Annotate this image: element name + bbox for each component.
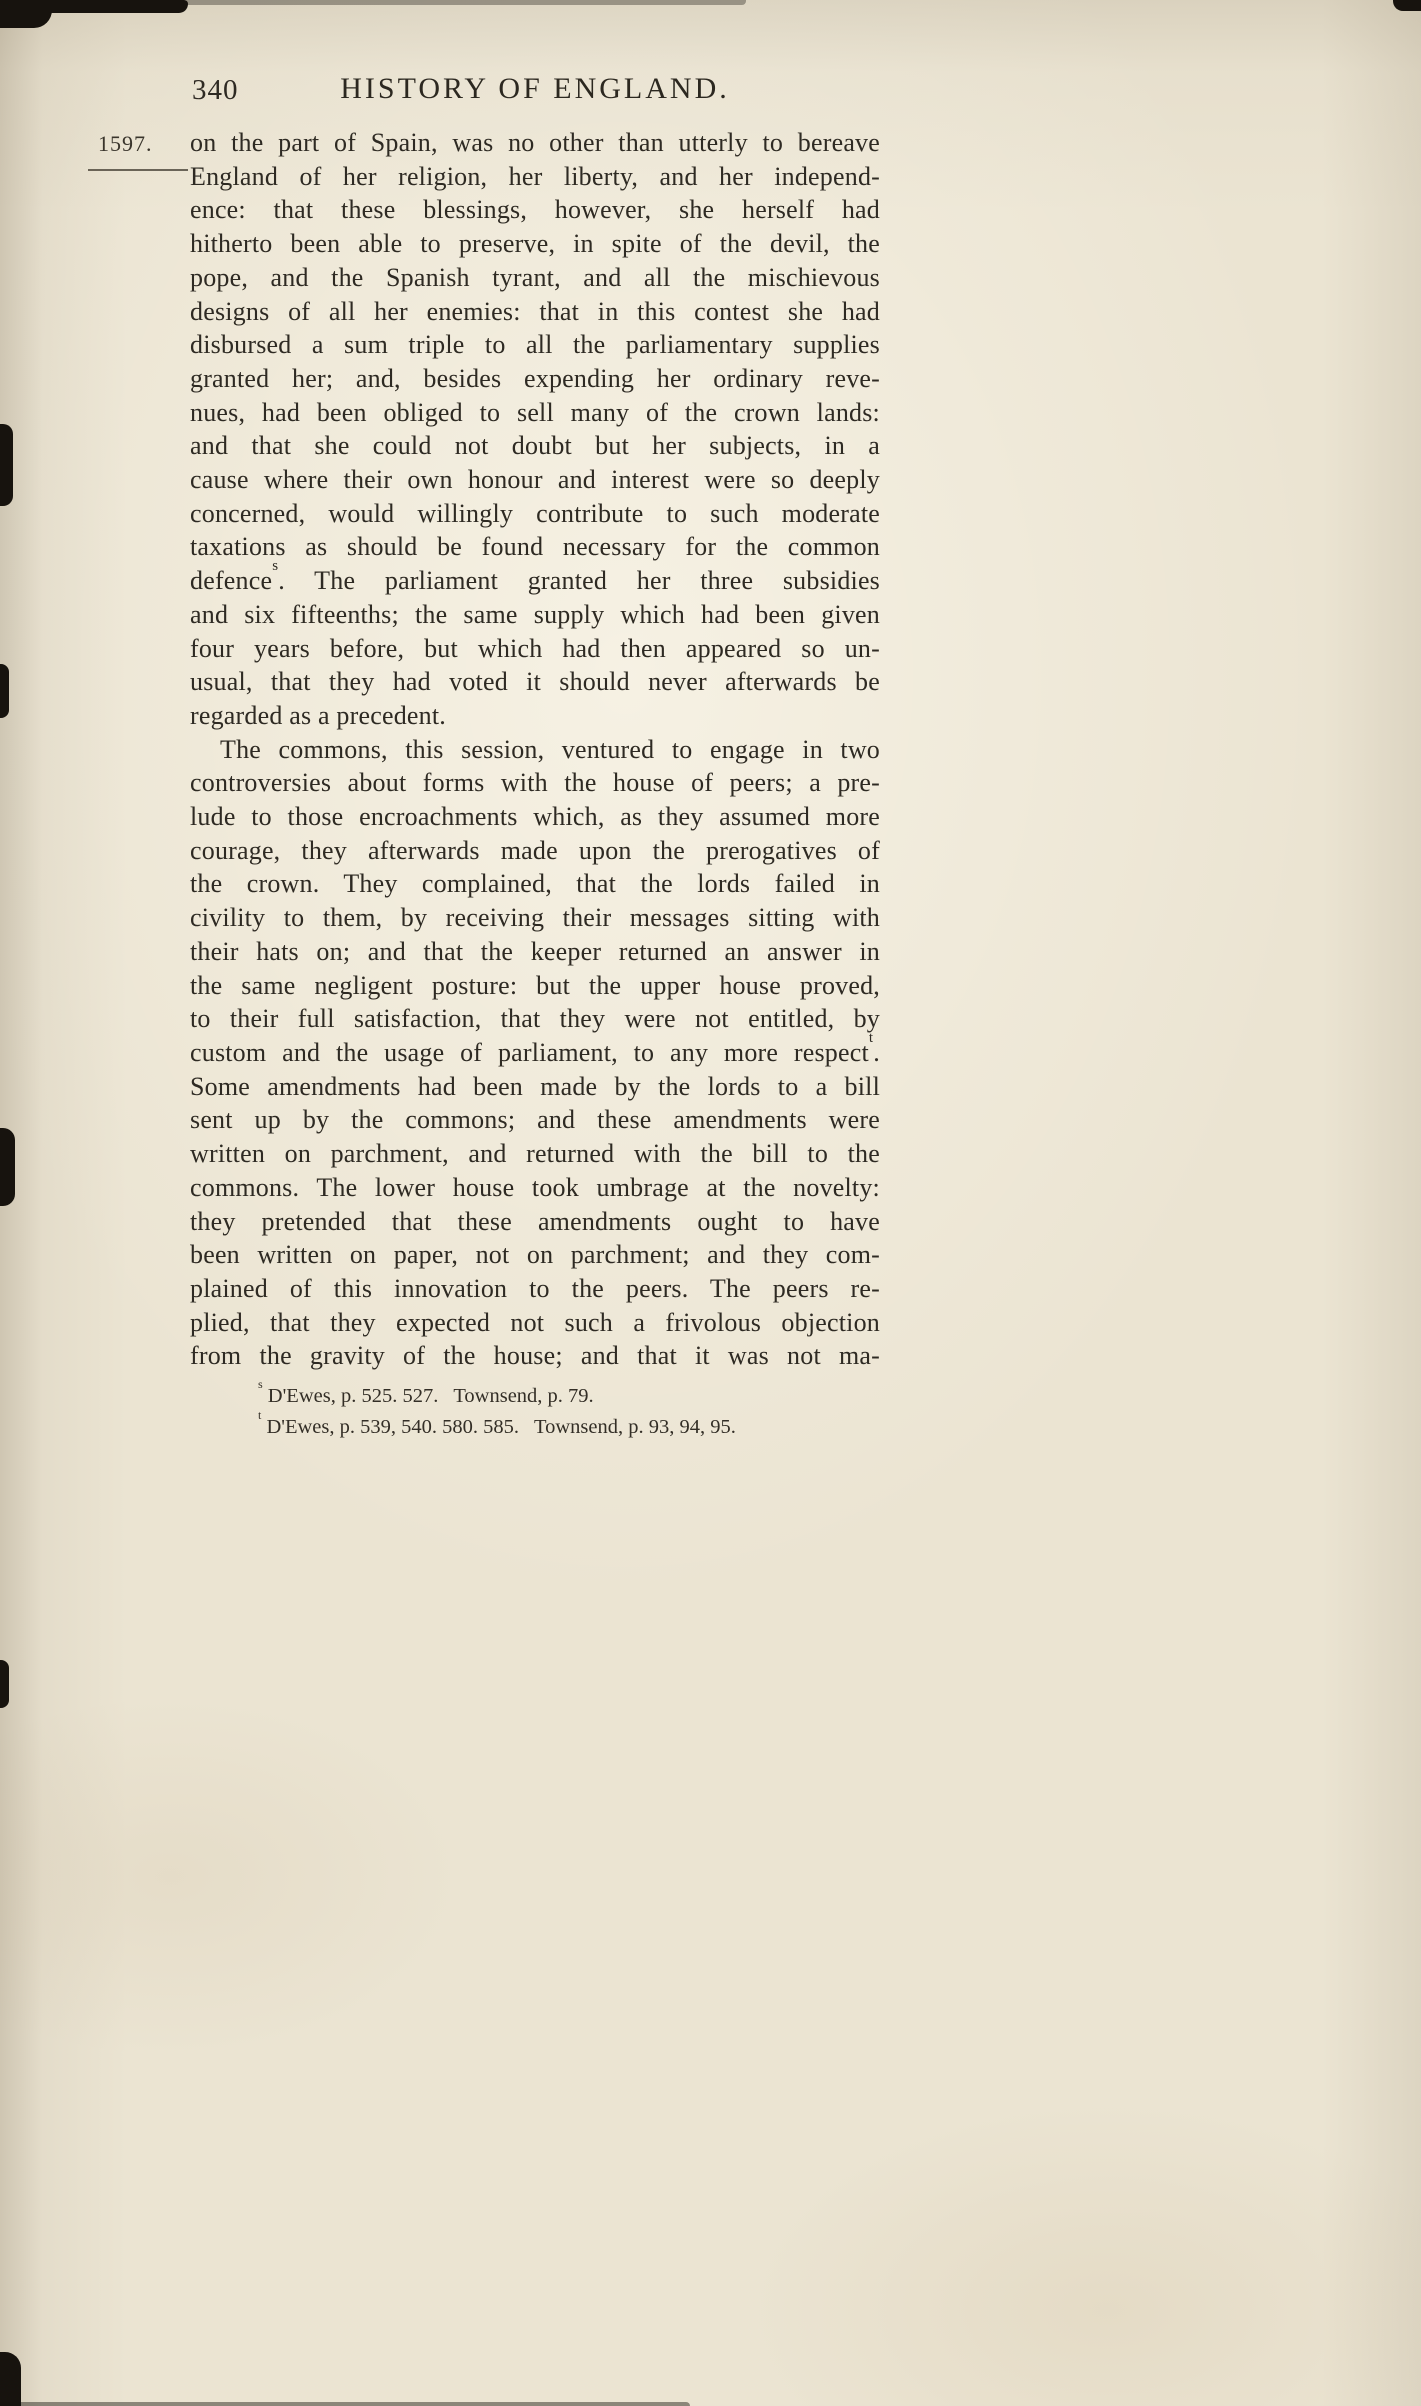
scan-artifact-top-right-corner bbox=[1393, 0, 1421, 11]
text-line: from the gravity of the house; and that it was not ma- bbox=[190, 1341, 880, 1371]
text-line: plied, that they expected not such a frivolous objection bbox=[190, 1307, 880, 1337]
scan-artifact-top-left-corner bbox=[0, 0, 52, 28]
text-line: the crown. They complained, that the lords failed in bbox=[190, 869, 880, 899]
text-line: the same negligent posture: but the upper house proved, bbox=[190, 970, 880, 1000]
text-line: custom and the usage of parliament, to any more respect$^t$. bbox=[190, 1030, 880, 1067]
text-line: nues, had been obliged to sell many of the crown lands: bbox=[190, 397, 880, 427]
text-line: on the part of Spain, was no other than utterly to bereave bbox=[190, 128, 880, 157]
text-line: defence$^s$. The parliament granted her three subsidies bbox=[190, 558, 880, 596]
page-number: 340 bbox=[192, 74, 239, 106]
text-line: pope, and the Spanish tyrant, and all the mischievous bbox=[190, 262, 880, 292]
margin-rule bbox=[88, 169, 188, 171]
footnote: $^s$ D'Ewes, p. 525. 527. Townsend, p. 79. bbox=[258, 1377, 594, 1407]
scan-artifact-top-line bbox=[186, 0, 746, 5]
footnote-marker: t bbox=[258, 1407, 262, 1422]
footnote: $^t$ D'Ewes, p. 539, 540. 580. 585. Townsend, p. 93, 94, 95. bbox=[258, 1407, 736, 1438]
text-line: England of her religion, her liberty, and her independ- bbox=[190, 161, 880, 191]
scan-artifact-left-edge bbox=[0, 424, 13, 506]
text-line: they pretended that these amendments ought to have bbox=[190, 1206, 880, 1236]
text-line: taxations as should be found necessary for the common bbox=[190, 532, 880, 562]
text-line: disbursed a sum triple to all the parliamentary supplies bbox=[190, 330, 880, 360]
footnote-marker: s bbox=[258, 1377, 263, 1392]
margin-year bbox=[98, 131, 153, 157]
footnote-marker: t bbox=[868, 1030, 874, 1047]
text-line: controversies about forms with the house of peers; a pre- bbox=[190, 768, 880, 798]
text-line: to their full satisfaction, that they were not entitled, by bbox=[190, 1004, 880, 1034]
text-line: commons. The lower house took umbrage at the novelty: bbox=[190, 1172, 880, 1202]
text-line: been written on paper, not on parchment; and they com- bbox=[190, 1240, 880, 1270]
page-header bbox=[190, 72, 880, 108]
text-line: lude to those encroachments which, as they assumed more bbox=[190, 802, 880, 832]
footnote-marker: s bbox=[272, 558, 279, 575]
text-line: plained of this innovation to the peers. The peers re- bbox=[190, 1273, 880, 1303]
text-line: regarded as a precedent. bbox=[190, 700, 446, 730]
text-line: ence: that these blessings, however, she herself had bbox=[190, 195, 880, 225]
text-line: sent up by the commons; and these amendments were bbox=[190, 1105, 880, 1135]
text-line: written on parchment, and returned with the bill to the bbox=[190, 1139, 880, 1169]
margin-year-text: 1597. bbox=[98, 131, 153, 156]
body-text bbox=[190, 126, 880, 1373]
text-line: and six fifteenths; the same supply which had been given bbox=[190, 599, 880, 629]
text-line: designs of all her enemies: that in this contest she had bbox=[190, 296, 880, 326]
text-line: their hats on; and that the keeper returned an answer in bbox=[190, 936, 880, 966]
text-line: hitherto been able to preserve, in spite of the devil, the bbox=[190, 229, 880, 259]
text-line: usual, that they had voted it should never afterwards be bbox=[190, 667, 880, 697]
text-line: Some amendments had been made by the lords to a bill bbox=[190, 1071, 880, 1101]
text-line: cause where their own honour and interest were so deeply bbox=[190, 465, 880, 495]
scan-artifact-left-edge bbox=[0, 1128, 15, 1206]
scan-artifact-left-edge bbox=[0, 664, 9, 718]
scan-artifact-left-edge bbox=[0, 1660, 9, 1708]
footnotes bbox=[258, 1377, 978, 1442]
scan-artifact-bottom-left-corner bbox=[0, 2352, 21, 2406]
text-line: courage, they afterwards made upon the prerogatives of bbox=[190, 835, 880, 865]
text-line: civility to them, by receiving their messages sitting with bbox=[190, 903, 880, 933]
scan-artifact-bottom-edge bbox=[0, 2402, 690, 2406]
text-line: concerned, would willingly contribute to such moderate bbox=[190, 498, 880, 528]
text-line: four years before, but which had then appeared so un- bbox=[190, 633, 880, 663]
text-line: granted her; and, besides expending her ordinary reve- bbox=[190, 363, 880, 393]
text-line: and that she could not doubt but her subjects, in a bbox=[190, 431, 880, 461]
running-title: HISTORY OF ENGLAND. bbox=[340, 72, 730, 105]
text-line: The commons, this session, ventured to engage in two bbox=[220, 734, 880, 764]
